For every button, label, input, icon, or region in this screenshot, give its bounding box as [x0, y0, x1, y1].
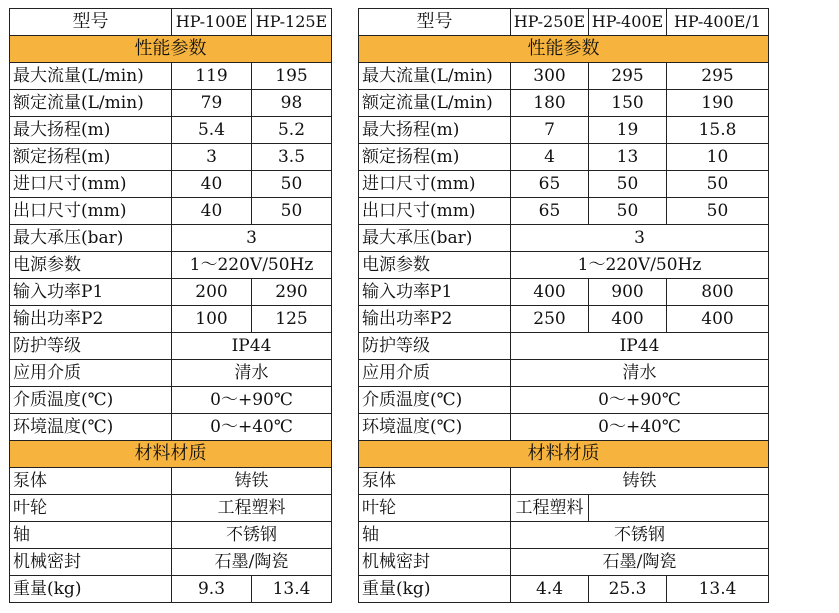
spec-row — [10, 144, 332, 171]
spec-value: 400 — [511, 279, 589, 306]
spec-row — [359, 225, 769, 252]
spec-row — [359, 144, 769, 171]
spec-label: 出口尺寸(mm) — [359, 198, 511, 225]
spec-row — [10, 360, 332, 387]
spec-row — [359, 117, 769, 144]
spec-value: 清水 — [511, 360, 769, 387]
spec-label: 最大扬程(m) — [10, 117, 172, 144]
spec-row — [10, 333, 332, 360]
spec-row — [10, 252, 332, 279]
spec-row — [10, 468, 332, 495]
spec-value: 4.4 — [511, 576, 589, 603]
spec-value: 800 — [667, 279, 769, 306]
spec-label: 额定扬程(m) — [10, 144, 172, 171]
spec-label: 输入功率P1 — [10, 279, 172, 306]
spec-value: 9.3 — [172, 576, 252, 603]
spec-value: 10 — [667, 144, 769, 171]
spec-row — [10, 495, 332, 522]
spec-value: 200 — [172, 279, 252, 306]
spec-value: 180 — [511, 90, 589, 117]
model-name: HP-400E/1 — [667, 9, 769, 36]
spec-value: 65 — [511, 171, 589, 198]
spec-label: 轴 — [359, 522, 511, 549]
spec-label: 重量(kg) — [10, 576, 172, 603]
spec-value: 79 — [172, 90, 252, 117]
spec-label: 泵体 — [359, 468, 511, 495]
spec-value: 100 — [172, 306, 252, 333]
spec-row — [359, 252, 769, 279]
spec-label: 额定扬程(m) — [359, 144, 511, 171]
spec-row — [359, 63, 769, 90]
spec-value: 3 — [172, 144, 252, 171]
spec-value: 铸铁 — [172, 468, 332, 495]
spec-value: 295 — [667, 63, 769, 90]
spec-label: 最大承压(bar) — [10, 225, 172, 252]
spec-label: 最大流量(L/min) — [10, 63, 172, 90]
section-title: 材料材质 — [10, 441, 332, 468]
spec-row — [359, 333, 769, 360]
spec-row — [10, 63, 332, 90]
spec-value: 1～220V/50Hz — [172, 252, 332, 279]
spec-value: 13 — [589, 144, 667, 171]
spec-value: 工程塑料 — [511, 495, 589, 522]
spec-value: 25.3 — [589, 576, 667, 603]
spec-value: 5.4 — [172, 117, 252, 144]
spec-row — [359, 576, 769, 603]
model-label: 型号 — [359, 9, 511, 36]
spec-row — [10, 279, 332, 306]
spec-value: 工程塑料 — [172, 495, 332, 522]
spec-value: 1～220V/50Hz — [511, 252, 769, 279]
spec-value: 50 — [252, 198, 332, 225]
model-name: HP-125E — [252, 9, 332, 36]
spec-value: 400 — [589, 306, 667, 333]
section-title: 材料材质 — [359, 441, 769, 468]
spec-value: 50 — [667, 171, 769, 198]
spec-value: 15.8 — [667, 117, 769, 144]
spec-label: 防护等级 — [359, 333, 511, 360]
spec-value: 3 — [172, 225, 332, 252]
spec-value: 铸铁 — [511, 468, 769, 495]
spec-value: IP44 — [511, 333, 769, 360]
spec-label: 电源参数 — [359, 252, 511, 279]
spec-value: 195 — [252, 63, 332, 90]
spec-value: 400 — [667, 306, 769, 333]
spec-label: 最大承压(bar) — [359, 225, 511, 252]
spec-label: 机械密封 — [359, 549, 511, 576]
spec-label: 机械密封 — [10, 549, 172, 576]
spec-value: 150 — [589, 90, 667, 117]
spec-label: 最大流量(L/min) — [359, 63, 511, 90]
spec-row — [10, 549, 332, 576]
spec-value — [589, 495, 769, 522]
spec-label: 输入功率P1 — [359, 279, 511, 306]
section-header-row — [10, 441, 332, 468]
spec-row — [359, 468, 769, 495]
spec-row — [10, 306, 332, 333]
spec-value: 300 — [511, 63, 589, 90]
spec-label: 介质温度(℃) — [10, 387, 172, 414]
spec-value: 119 — [172, 63, 252, 90]
spec-row — [359, 414, 769, 441]
spec-label: 环境温度(℃) — [359, 414, 511, 441]
spec-value: 3.5 — [252, 144, 332, 171]
spec-value: 不锈钢 — [172, 522, 332, 549]
spec-table-right — [358, 8, 769, 603]
spec-value: IP44 — [172, 333, 332, 360]
spec-row — [359, 522, 769, 549]
spec-value: 不锈钢 — [511, 522, 769, 549]
section-title: 性能参数 — [359, 36, 769, 63]
spec-label: 额定流量(L/min) — [10, 90, 172, 117]
model-name: HP-400E — [589, 9, 667, 36]
spec-value: 石墨/陶瓷 — [172, 549, 332, 576]
spec-value: 13.4 — [252, 576, 332, 603]
spec-label: 输出功率P2 — [359, 306, 511, 333]
spec-label: 出口尺寸(mm) — [10, 198, 172, 225]
model-name: HP-100E — [172, 9, 252, 36]
spec-label: 进口尺寸(mm) — [10, 171, 172, 198]
spec-value: 0～+40℃ — [172, 414, 332, 441]
spec-label: 环境温度(℃) — [10, 414, 172, 441]
spec-label: 最大扬程(m) — [359, 117, 511, 144]
model-header-row — [10, 9, 332, 36]
section-header-row — [10, 36, 332, 63]
spec-row — [10, 198, 332, 225]
spec-row — [359, 306, 769, 333]
spec-label: 电源参数 — [10, 252, 172, 279]
spec-label: 进口尺寸(mm) — [359, 171, 511, 198]
spec-value: 13.4 — [667, 576, 769, 603]
spec-value: 125 — [252, 306, 332, 333]
spec-value: 5.2 — [252, 117, 332, 144]
model-name: HP-250E — [511, 9, 589, 36]
model-label: 型号 — [10, 9, 172, 36]
model-header-row — [359, 9, 769, 36]
spec-row — [10, 90, 332, 117]
spec-row — [10, 387, 332, 414]
spec-row — [359, 198, 769, 225]
spec-row — [10, 225, 332, 252]
spec-row — [10, 522, 332, 549]
spec-label: 叶轮 — [10, 495, 172, 522]
section-header-row — [359, 36, 769, 63]
spec-label: 泵体 — [10, 468, 172, 495]
spec-label: 轴 — [10, 522, 172, 549]
spec-label: 应用介质 — [359, 360, 511, 387]
spec-value: 50 — [252, 171, 332, 198]
spec-value: 190 — [667, 90, 769, 117]
spec-value: 清水 — [172, 360, 332, 387]
section-header-row — [359, 441, 769, 468]
spec-value: 4 — [511, 144, 589, 171]
spec-value: 900 — [589, 279, 667, 306]
spec-value: 7 — [511, 117, 589, 144]
spec-label: 应用介质 — [10, 360, 172, 387]
spec-label: 重量(kg) — [359, 576, 511, 603]
spec-table-left — [9, 8, 332, 603]
spec-label: 输出功率P2 — [10, 306, 172, 333]
spec-row — [359, 90, 769, 117]
spec-value: 40 — [172, 198, 252, 225]
section-title: 性能参数 — [10, 36, 332, 63]
spec-row — [10, 117, 332, 144]
spec-row — [359, 279, 769, 306]
spec-value: 0～+90℃ — [172, 387, 332, 414]
spec-value: 290 — [252, 279, 332, 306]
spec-row — [359, 171, 769, 198]
spec-value: 50 — [589, 198, 667, 225]
spec-value: 98 — [252, 90, 332, 117]
spec-value: 40 — [172, 171, 252, 198]
spec-row — [10, 171, 332, 198]
spec-label: 额定流量(L/min) — [359, 90, 511, 117]
spec-value: 295 — [589, 63, 667, 90]
spec-row — [10, 414, 332, 441]
spec-value: 0～+90℃ — [511, 387, 769, 414]
spec-row — [359, 387, 769, 414]
spec-value: 石墨/陶瓷 — [511, 549, 769, 576]
spec-value: 250 — [511, 306, 589, 333]
spec-label: 防护等级 — [10, 333, 172, 360]
spec-value: 50 — [589, 171, 667, 198]
spec-value: 50 — [667, 198, 769, 225]
spec-row — [10, 576, 332, 603]
spec-value: 19 — [589, 117, 667, 144]
spec-label: 介质温度(℃) — [359, 387, 511, 414]
spec-value: 3 — [511, 225, 769, 252]
spec-value: 0～+40℃ — [511, 414, 769, 441]
spec-row — [359, 360, 769, 387]
spec-value: 65 — [511, 198, 589, 225]
spec-label: 叶轮 — [359, 495, 511, 522]
spec-row — [359, 495, 769, 522]
spec-row — [359, 549, 769, 576]
